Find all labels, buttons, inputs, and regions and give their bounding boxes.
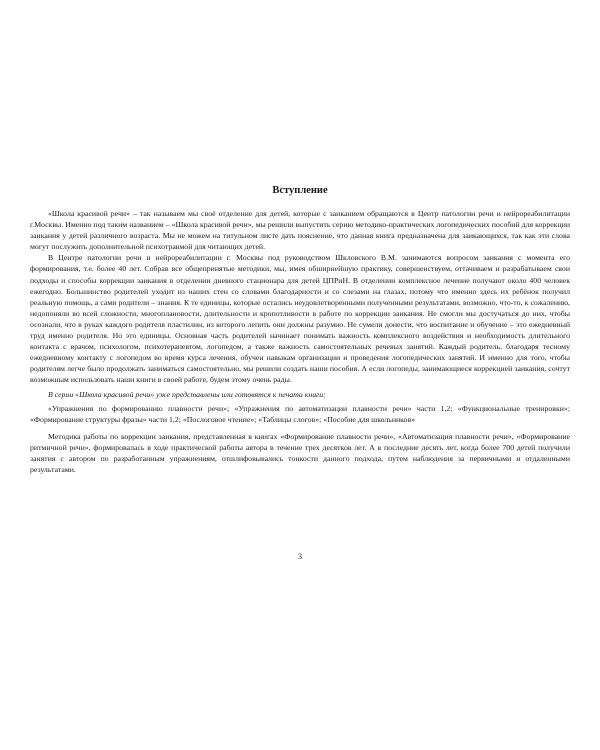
page-number: 3 bbox=[298, 552, 302, 561]
series-intro-paragraph: В серии «Школа красивой речи» уже представлены или готовятся к печати книги: bbox=[48, 389, 326, 399]
method-paragraph: Методика работы по коррекции заикания, представленная в книгах «Формирование плавности речи», «Автоматизация плавности речи», «Формирование ритмичной речи», формировалась в ходе практической работы автора в течение трех десятков лет. А в последние десять лет, когда более 700 детей получили занятия с автором по разработанным упражнениям, отшлифовывались тонкости данного подхода, путем наблюдения за первичными и отдаленными результатами. bbox=[30, 431, 570, 475]
books-list-paragraph: «Упражнения по формированию плавности речи»; «Упражнения по автоматизации плавности речи» части 1,2; «Функциональные тренировки»; «Формирование структуры фразы» части 1,2; «Послоговое чтение»; «Таблицы слогов»; «Пособие для школьников» bbox=[30, 403, 570, 424]
center-paragraph: В Центре патологии речи и нейрореабилитации г. Москвы под руководством Шкловского В.М. занимаются вопросом заикания с момента его формирования, т.е. более 40 лет. Собрав все общепринятые методики, мы, имея обширнейшую практику, совершенствуем, оттачиваем и разрабатываем свои подходы и способы коррекции заикания в отделении дневного стационара для детей ЦПРиН. В отделении комплексное лечение получают около 400 человек ежегодно. Большинство родителей уходит из наших стен со словами благодарности и со слезами на глазах, потому что именно здесь их ребёнок получил реальную помощь, а сами родители – знания. К те единицы, которые остались неудовлетворенными полученными результатами, возможно, что-то, к сожалению, недопоняли во всей сложности, многоплановости, длительности и кропотливости в работе по коррекции заикания. Не смогли мы достучаться до них, чтобы осознали, что в руках каждого родителя пластилин, из которого лепить они должны разумно. Не сумели донести, что воспитание и обучение – это ежедневный труд именно родителя. Но это единицы. Основная часть родителей начинает понимать важность комплексного воздействия и необходимость длительного контакта с врачом, психологом, психотерапевтом, логопедом, а также важность самостоятельных речевых занятий. Каждый родитель, благодаря тесному ежедневному контакту с логопедом во время курса лечения, обучен навыкам организации и проведения логопедических занятий. И именно для того, чтобы родителям легче было продолжать заниматься самостоятельно, мы решили создать наши пособия. А если логопеды, занимающиеся коррекцией заикания, сочтут возможным использовать наши книги в своей работе, будем этому очень рады. bbox=[30, 253, 570, 385]
intro-paragraph: «Школа красивой речи» – так называем мы своё отделение для детей, которые с заиканием обращаются в Центр патологии речи и нейрореабилитации г.Москвы. Именно под таким названием – «Школа красивой речи», мы решили выпустить серию методико-практических логопедических пособий для коррекции заикания у детей различного возраста. Мы не можем на титульном листе дать пояснение, что данная книга предназначена для заикающихся, так как эти слова могут послужить дополнительной психотравмой для читающих детей. bbox=[30, 209, 570, 252]
page-title: Вступление bbox=[272, 185, 328, 196]
